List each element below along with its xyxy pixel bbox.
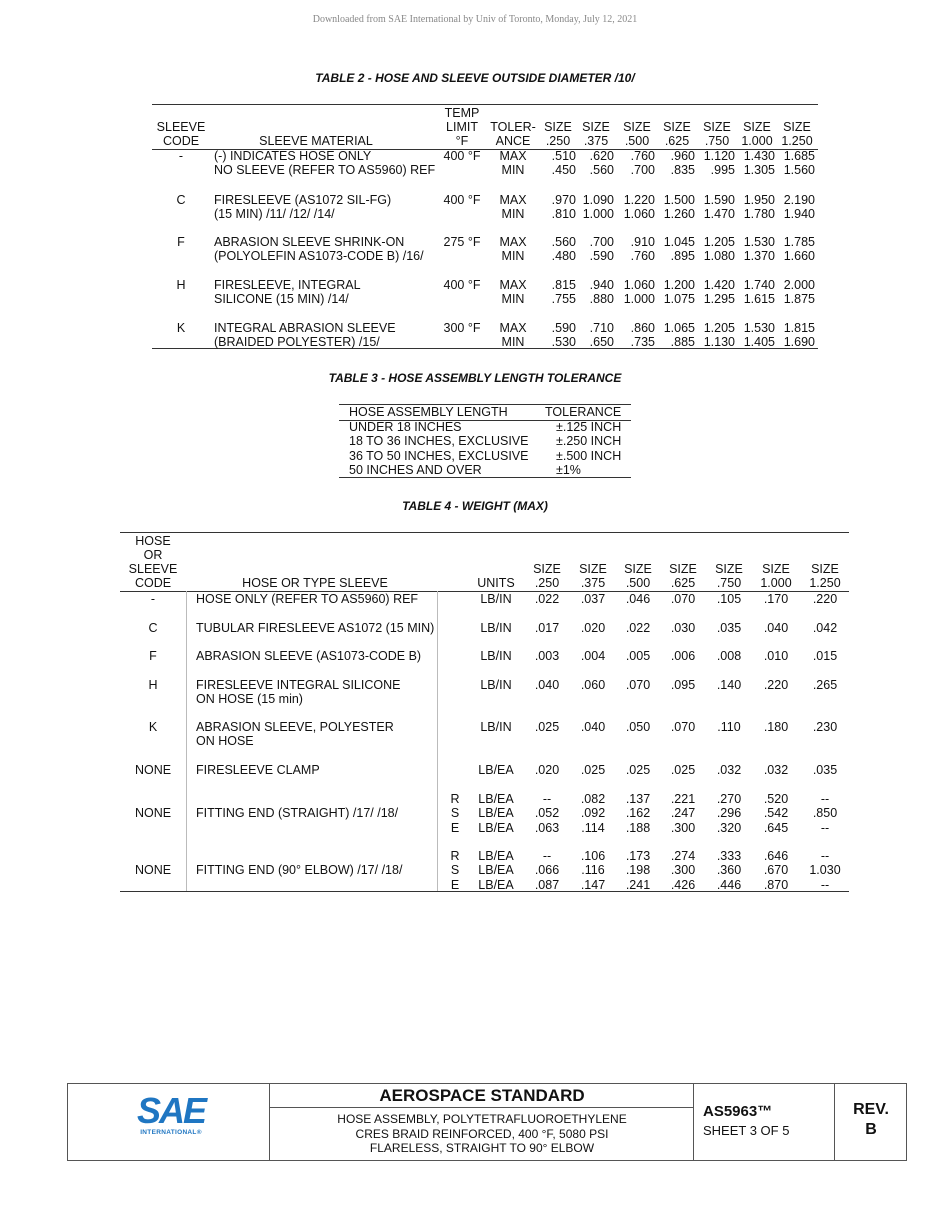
col-header: °F [455, 134, 469, 148]
col-header: SLEEVE MATERIAL [259, 134, 373, 148]
weight-value: .220 [763, 678, 789, 692]
cell-min: .700 [630, 163, 655, 177]
weight-value: .360 [716, 863, 742, 878]
cell-max: 1.205 [703, 321, 735, 335]
cell-min: 1.780 [743, 207, 775, 221]
weight-value: .300 [670, 820, 696, 835]
weight-value: .025 [534, 720, 560, 734]
table4-title: TABLE 4 - WEIGHT (MAX) [402, 499, 548, 513]
hose-type: FITTING END (STRAIGHT) /17/ /18/ [196, 806, 399, 820]
weight-value: .116 [581, 863, 605, 878]
cell-min: 1.940 [783, 207, 815, 221]
cell-min: .650 [589, 335, 614, 349]
cell-max: 1.740 [743, 278, 775, 292]
sleeve-material: FIRESLEEVE (AS1072 SIL-FG) [214, 193, 392, 207]
units: LB/EA [478, 820, 514, 835]
weight-value: .542 [763, 806, 789, 821]
hose-type: FIRESLEEVE CLAMP [196, 763, 320, 777]
hose-type: ABRASION SLEEVE, POLYESTER [196, 720, 394, 734]
col-header: TOLER- [490, 120, 536, 134]
size-header: SIZE [703, 120, 731, 134]
weight-value: -- [820, 877, 830, 892]
cell-min: 1.080 [703, 249, 735, 263]
title-block [67, 1083, 907, 1161]
weight-value: .645 [763, 820, 789, 835]
cell-max: 1.090 [582, 193, 614, 207]
sleeve-code: - [178, 149, 184, 163]
weight-value: .040 [580, 720, 606, 734]
tolerance-min: MIN [501, 335, 525, 349]
cell-max: 1.685 [783, 149, 815, 163]
cell-min: 1.075 [663, 292, 695, 306]
cell-max: 1.530 [743, 321, 775, 335]
cell-max: 1.120 [703, 149, 735, 163]
fitting-variant: R [450, 792, 460, 806]
cell-max: 1.205 [703, 235, 735, 249]
tolerance-max: MAX [499, 321, 527, 335]
description-line-2: CRES BRAID REINFORCED, 400 °F, 5080 PSI [355, 1126, 609, 1141]
cell-min: .760 [630, 249, 655, 263]
cell-min: 1.260 [663, 207, 695, 221]
hose-code: K [148, 720, 158, 734]
weight-value: .046 [625, 592, 651, 606]
weight-value: -- [542, 849, 552, 863]
weight-value: .105 [716, 592, 742, 606]
weight-value: .082 [580, 792, 606, 806]
sleeve-material: NO SLEEVE (REFER TO AS5960) REF [214, 163, 436, 177]
weight-value: .035 [716, 621, 742, 635]
hose-type: ON HOSE [196, 734, 254, 748]
cell-max: 1.200 [663, 278, 695, 292]
tolerance-min: MIN [501, 249, 525, 263]
weight-value: -- [820, 849, 830, 863]
sleeve-material: SILICONE (15 MIN) /14/ [214, 292, 349, 306]
hose-code: H [148, 678, 158, 692]
fitting-variant: R [450, 849, 460, 863]
weight-value: .005 [625, 649, 651, 663]
weight-value: .070 [625, 678, 651, 692]
cell-max: 1.420 [703, 278, 735, 292]
weight-value: .241 [625, 877, 651, 892]
tolerance-max: MAX [499, 193, 527, 207]
sleeve-material: FIRESLEEVE, INTEGRAL [214, 278, 361, 292]
weight-value: .032 [763, 763, 789, 777]
weight-value: .646 [763, 849, 789, 863]
sae-logo [68, 1084, 269, 1160]
sae-logo-subtext: INTERNATIONAL® [140, 1129, 202, 1136]
sleeve-code: K [176, 321, 186, 335]
size-header: SIZE [533, 562, 561, 576]
temp-limit: 400 °F [443, 193, 481, 207]
sleeve-material: INTEGRAL ABRASION SLEEVE [214, 321, 396, 335]
size-header-value: .250 [545, 134, 571, 148]
weight-value: .270 [716, 792, 742, 806]
weight-value: .052 [534, 806, 560, 821]
cell-min: .480 [551, 249, 576, 263]
cell-max: 1.060 [623, 278, 655, 292]
cell-max: 1.500 [663, 193, 695, 207]
cell-min: .590 [589, 249, 614, 263]
units: LB/EA [478, 806, 514, 821]
cell-min: .810 [551, 207, 576, 221]
col-header: HOSE [135, 534, 171, 548]
length-range: 36 TO 50 INCHES, EXCLUSIVE [349, 448, 529, 463]
weight-value: .010 [763, 649, 789, 663]
hose-code: NONE [134, 763, 172, 777]
units: LB/IN [480, 678, 512, 692]
weight-value: .198 [625, 863, 651, 878]
table3-bottom-rule [339, 477, 631, 478]
cell-min: .995 [710, 163, 735, 177]
weight-value: .004 [580, 649, 606, 663]
weight-value: .170 [763, 592, 789, 606]
weight-value: .032 [716, 763, 742, 777]
weight-value: .188 [625, 820, 651, 835]
sleeve-material: (POLYOLEFIN AS1073-CODE B) /16/ [214, 249, 424, 263]
cell-max: .590 [551, 321, 576, 335]
sleeve-code: H [176, 278, 186, 292]
table2-title: TABLE 2 - HOSE AND SLEEVE OUTSIDE DIAMETER /10/ [315, 71, 635, 85]
weight-value: .063 [534, 820, 560, 835]
units: LB/EA [478, 763, 514, 777]
weight-value: -- [820, 792, 830, 806]
tolerance-value: ±.250 INCH [556, 434, 622, 449]
col-header: CODE [134, 576, 172, 590]
table4-col-divider [186, 591, 187, 891]
weight-value: .137 [625, 792, 651, 806]
col-header: TOLERANCE [545, 405, 622, 419]
size-header: SIZE [783, 120, 811, 134]
title-cell [269, 1084, 694, 1160]
hose-code: F [149, 649, 157, 663]
size-header-value: 1.000 [760, 576, 792, 590]
weight-value: .247 [670, 806, 696, 821]
cell-max: .940 [589, 278, 614, 292]
size-header: SIZE [624, 562, 652, 576]
weight-value: .003 [534, 649, 560, 663]
cell-min: 1.295 [703, 292, 735, 306]
size-header-value: .500 [625, 576, 651, 590]
units: LB/EA [478, 792, 514, 806]
weight-value: .220 [812, 592, 838, 606]
weight-value: .140 [716, 678, 742, 692]
hose-code: NONE [134, 806, 172, 820]
col-header: OR [143, 548, 163, 562]
tolerance-value: ±.125 INCH [556, 420, 622, 434]
cell-max: .710 [589, 321, 614, 335]
cell-min: 1.000 [582, 207, 614, 221]
weight-value: .092 [580, 806, 606, 821]
units: LB/EA [478, 849, 514, 863]
weight-value: .020 [534, 763, 560, 777]
sleeve-code: F [177, 235, 185, 249]
col-header: SLEEVE [128, 562, 178, 576]
cell-min: 1.690 [783, 335, 815, 349]
weight-value: .025 [670, 763, 696, 777]
cell-max: 1.815 [783, 321, 815, 335]
cell-max: .910 [630, 235, 655, 249]
size-header: SIZE [579, 562, 607, 576]
size-header: SIZE [582, 120, 610, 134]
size-header: SIZE [669, 562, 697, 576]
weight-value: .300 [670, 863, 696, 878]
download-note: Downloaded from SAE International by Univ of Toronto, Monday, July 12, 2021 [312, 14, 638, 25]
cell-min: 1.130 [703, 335, 735, 349]
size-header-value: 1.250 [781, 134, 813, 148]
col-header: SLEEVE [156, 120, 206, 134]
cell-min: 1.405 [743, 335, 775, 349]
temp-limit: 300 °F [443, 321, 481, 335]
cell-max: 1.785 [783, 235, 815, 249]
sleeve-material: (BRAIDED POLYESTER) /15/ [214, 335, 380, 349]
weight-value: .265 [812, 678, 838, 692]
temp-limit: 275 °F [443, 235, 481, 249]
size-header-value: .375 [583, 134, 609, 148]
weight-value: -- [820, 820, 830, 835]
fitting-variant: E [450, 820, 460, 835]
units: LB/EA [478, 863, 514, 878]
weight-value: .030 [670, 621, 696, 635]
tolerance-value: ±.500 INCH [556, 448, 622, 463]
table4-top-rule [120, 532, 849, 533]
length-range: 50 INCHES AND OVER [349, 462, 482, 477]
size-header: SIZE [715, 562, 743, 576]
cell-max: .700 [589, 235, 614, 249]
table2-top-rule [152, 104, 818, 105]
cell-max: 2.000 [783, 278, 815, 292]
cell-min: 1.370 [743, 249, 775, 263]
weight-value: .296 [716, 806, 742, 821]
weight-value: .221 [670, 792, 696, 806]
weight-value: .173 [625, 849, 651, 863]
col-header: TEMP [444, 106, 480, 120]
weight-value: .017 [534, 621, 560, 635]
hose-type: ABRASION SLEEVE (AS1073-CODE B) [196, 649, 422, 663]
units: LB/IN [480, 649, 512, 663]
standard-title: AEROSPACE STANDARD [379, 1086, 585, 1105]
size-header-value: 1.000 [741, 134, 773, 148]
weight-value: .022 [625, 621, 651, 635]
rev-label: REV. [853, 1101, 889, 1118]
cell-min: .835 [670, 163, 695, 177]
col-header: UNITS [477, 576, 515, 590]
weight-value: .110 [717, 720, 741, 734]
weight-value: .850 [812, 806, 838, 821]
tolerance-value: ±1% [556, 462, 581, 477]
units: LB/IN [480, 621, 512, 635]
fitting-variant: S [450, 863, 460, 878]
cell-max: 1.590 [703, 193, 735, 207]
cell-min: .880 [589, 292, 614, 306]
cell-min: .560 [589, 163, 614, 177]
cell-min: 1.060 [623, 207, 655, 221]
weight-value: .060 [580, 678, 606, 692]
cell-min: .735 [630, 335, 655, 349]
weight-value: .114 [581, 820, 605, 835]
weight-value: .025 [580, 763, 606, 777]
temp-limit: 400 °F [443, 149, 481, 163]
units: LB/IN [480, 592, 512, 606]
weight-value: .446 [716, 877, 742, 892]
size-header: SIZE [811, 562, 839, 576]
temp-limit: 400 °F [443, 278, 481, 292]
weight-value: .670 [763, 863, 789, 878]
table3-title: TABLE 3 - HOSE ASSEMBLY LENGTH TOLERANCE [328, 371, 622, 385]
sleeve-code: C [176, 193, 186, 207]
weight-value: .070 [670, 720, 696, 734]
weight-value: .008 [716, 649, 742, 663]
weight-value: .037 [580, 592, 606, 606]
weight-value: .087 [534, 877, 560, 892]
cell-max: .560 [551, 235, 576, 249]
sleeve-material: (-) INDICATES HOSE ONLY [214, 149, 372, 163]
tolerance-max: MAX [499, 235, 527, 249]
hose-type: HOSE ONLY (REFER TO AS5960) REF [196, 592, 419, 606]
tolerance-min: MIN [501, 163, 525, 177]
units: LB/EA [478, 877, 514, 892]
weight-value: .870 [763, 877, 789, 892]
cell-min: 1.000 [623, 292, 655, 306]
fitting-variant: E [450, 877, 460, 892]
cell-max: 1.530 [743, 235, 775, 249]
length-range: 18 TO 36 INCHES, EXCLUSIVE [349, 434, 529, 449]
weight-value: .042 [812, 621, 838, 635]
table4-col-divider [437, 591, 438, 891]
cell-max: 1.950 [743, 193, 775, 207]
description-line-3: FLARELESS, STRAIGHT TO 90° ELBOW [369, 1141, 595, 1155]
cell-max: .970 [551, 193, 576, 207]
weight-value: .020 [580, 621, 606, 635]
units: LB/IN [480, 720, 512, 734]
fitting-variant: S [450, 806, 460, 821]
weight-value: .147 [580, 877, 606, 892]
size-header-value: .500 [624, 134, 650, 148]
col-header: ANCE [495, 134, 531, 148]
doc-number: AS5963™ [703, 1103, 773, 1120]
cell-min: 1.875 [783, 292, 815, 306]
size-header-value: .625 [664, 134, 690, 148]
cell-min: .755 [551, 292, 576, 306]
cell-max: 1.430 [743, 149, 775, 163]
tolerance-min: MIN [501, 292, 525, 306]
size-header: SIZE [663, 120, 691, 134]
weight-value: 1.030 [809, 863, 841, 878]
sleeve-material: (15 MIN) /11/ /12/ /14/ [214, 207, 335, 221]
size-header: SIZE [544, 120, 572, 134]
weight-value: .230 [812, 720, 838, 734]
size-header: SIZE [623, 120, 651, 134]
cell-max: .760 [630, 149, 655, 163]
size-header: SIZE [762, 562, 790, 576]
rev-value: B [865, 1121, 877, 1138]
weight-value: .025 [625, 763, 651, 777]
cell-min: 1.560 [783, 163, 815, 177]
weight-value: .006 [670, 649, 696, 663]
cell-min: 1.470 [703, 207, 735, 221]
size-header-value: .375 [580, 576, 606, 590]
cell-max: .510 [551, 149, 576, 163]
weight-value: .106 [580, 849, 606, 863]
size-header: SIZE [743, 120, 771, 134]
weight-value: .520 [763, 792, 789, 806]
size-header-value: 1.250 [809, 576, 841, 590]
description [270, 1112, 694, 1156]
sheet-number: SHEET 3 OF 5 [703, 1123, 790, 1138]
weight-value: .015 [812, 649, 838, 663]
cell-max: 2.190 [783, 193, 815, 207]
cell-min: 1.615 [743, 292, 775, 306]
cell-min: .450 [551, 163, 576, 177]
weight-value: .320 [716, 820, 742, 835]
col-header: HOSE OR TYPE SLEEVE [242, 576, 388, 590]
sleeve-material: ABRASION SLEEVE SHRINK-ON [214, 235, 405, 249]
cell-min: .885 [670, 335, 695, 349]
size-header-value: .750 [716, 576, 742, 590]
cell-min: .530 [551, 335, 576, 349]
cell-min: 1.305 [743, 163, 775, 177]
hose-code: - [150, 592, 156, 606]
weight-value: .050 [625, 720, 651, 734]
weight-value: .040 [534, 678, 560, 692]
rev-cell [834, 1084, 907, 1160]
weight-value: .162 [625, 806, 651, 821]
weight-value: .180 [763, 720, 789, 734]
weight-value: .070 [670, 592, 696, 606]
size-header-value: .625 [670, 576, 696, 590]
cell-max: .960 [670, 149, 695, 163]
doc-cell [693, 1084, 835, 1160]
weight-value: .274 [670, 849, 696, 863]
hose-type: ON HOSE (15 min) [196, 692, 303, 706]
cell-max: .620 [589, 149, 614, 163]
hose-type: FIRESLEEVE INTEGRAL SILICONE [196, 678, 401, 692]
weight-value: .095 [670, 678, 696, 692]
weight-value: .022 [534, 592, 560, 606]
sae-logo-text: SAE [136, 1090, 206, 1131]
tolerance-max: MAX [499, 149, 527, 163]
col-header: CODE [162, 134, 200, 148]
title-divider [270, 1107, 694, 1108]
cell-max: 1.065 [663, 321, 695, 335]
weight-value: .333 [716, 849, 742, 863]
length-range: UNDER 18 INCHES [349, 420, 462, 434]
size-header-value: .250 [534, 576, 560, 590]
weight-value: -- [542, 792, 552, 806]
hose-code: NONE [134, 863, 172, 877]
weight-value: .040 [763, 621, 789, 635]
cell-min: .895 [670, 249, 695, 263]
hose-code: C [148, 621, 158, 635]
weight-value: .066 [534, 863, 560, 878]
weight-value: .035 [812, 763, 838, 777]
cell-min: 1.660 [783, 249, 815, 263]
cell-max: 1.045 [663, 235, 695, 249]
col-header: HOSE ASSEMBLY LENGTH [349, 405, 508, 419]
cell-max: .860 [630, 321, 655, 335]
hose-type: FITTING END (90° ELBOW) /17/ /18/ [196, 863, 403, 877]
description-line-1: HOSE ASSEMBLY, POLYTETRAFLUOROETHYLENE [337, 1112, 627, 1126]
weight-value: .426 [670, 877, 696, 892]
cell-max: 1.220 [623, 193, 655, 207]
size-header-value: .750 [704, 134, 730, 148]
tolerance-min: MIN [501, 207, 525, 221]
tolerance-max: MAX [499, 278, 527, 292]
col-header: LIMIT [446, 120, 478, 134]
cell-max: .815 [551, 278, 576, 292]
hose-type: TUBULAR FIRESLEEVE AS1072 (15 MIN) [196, 621, 435, 635]
